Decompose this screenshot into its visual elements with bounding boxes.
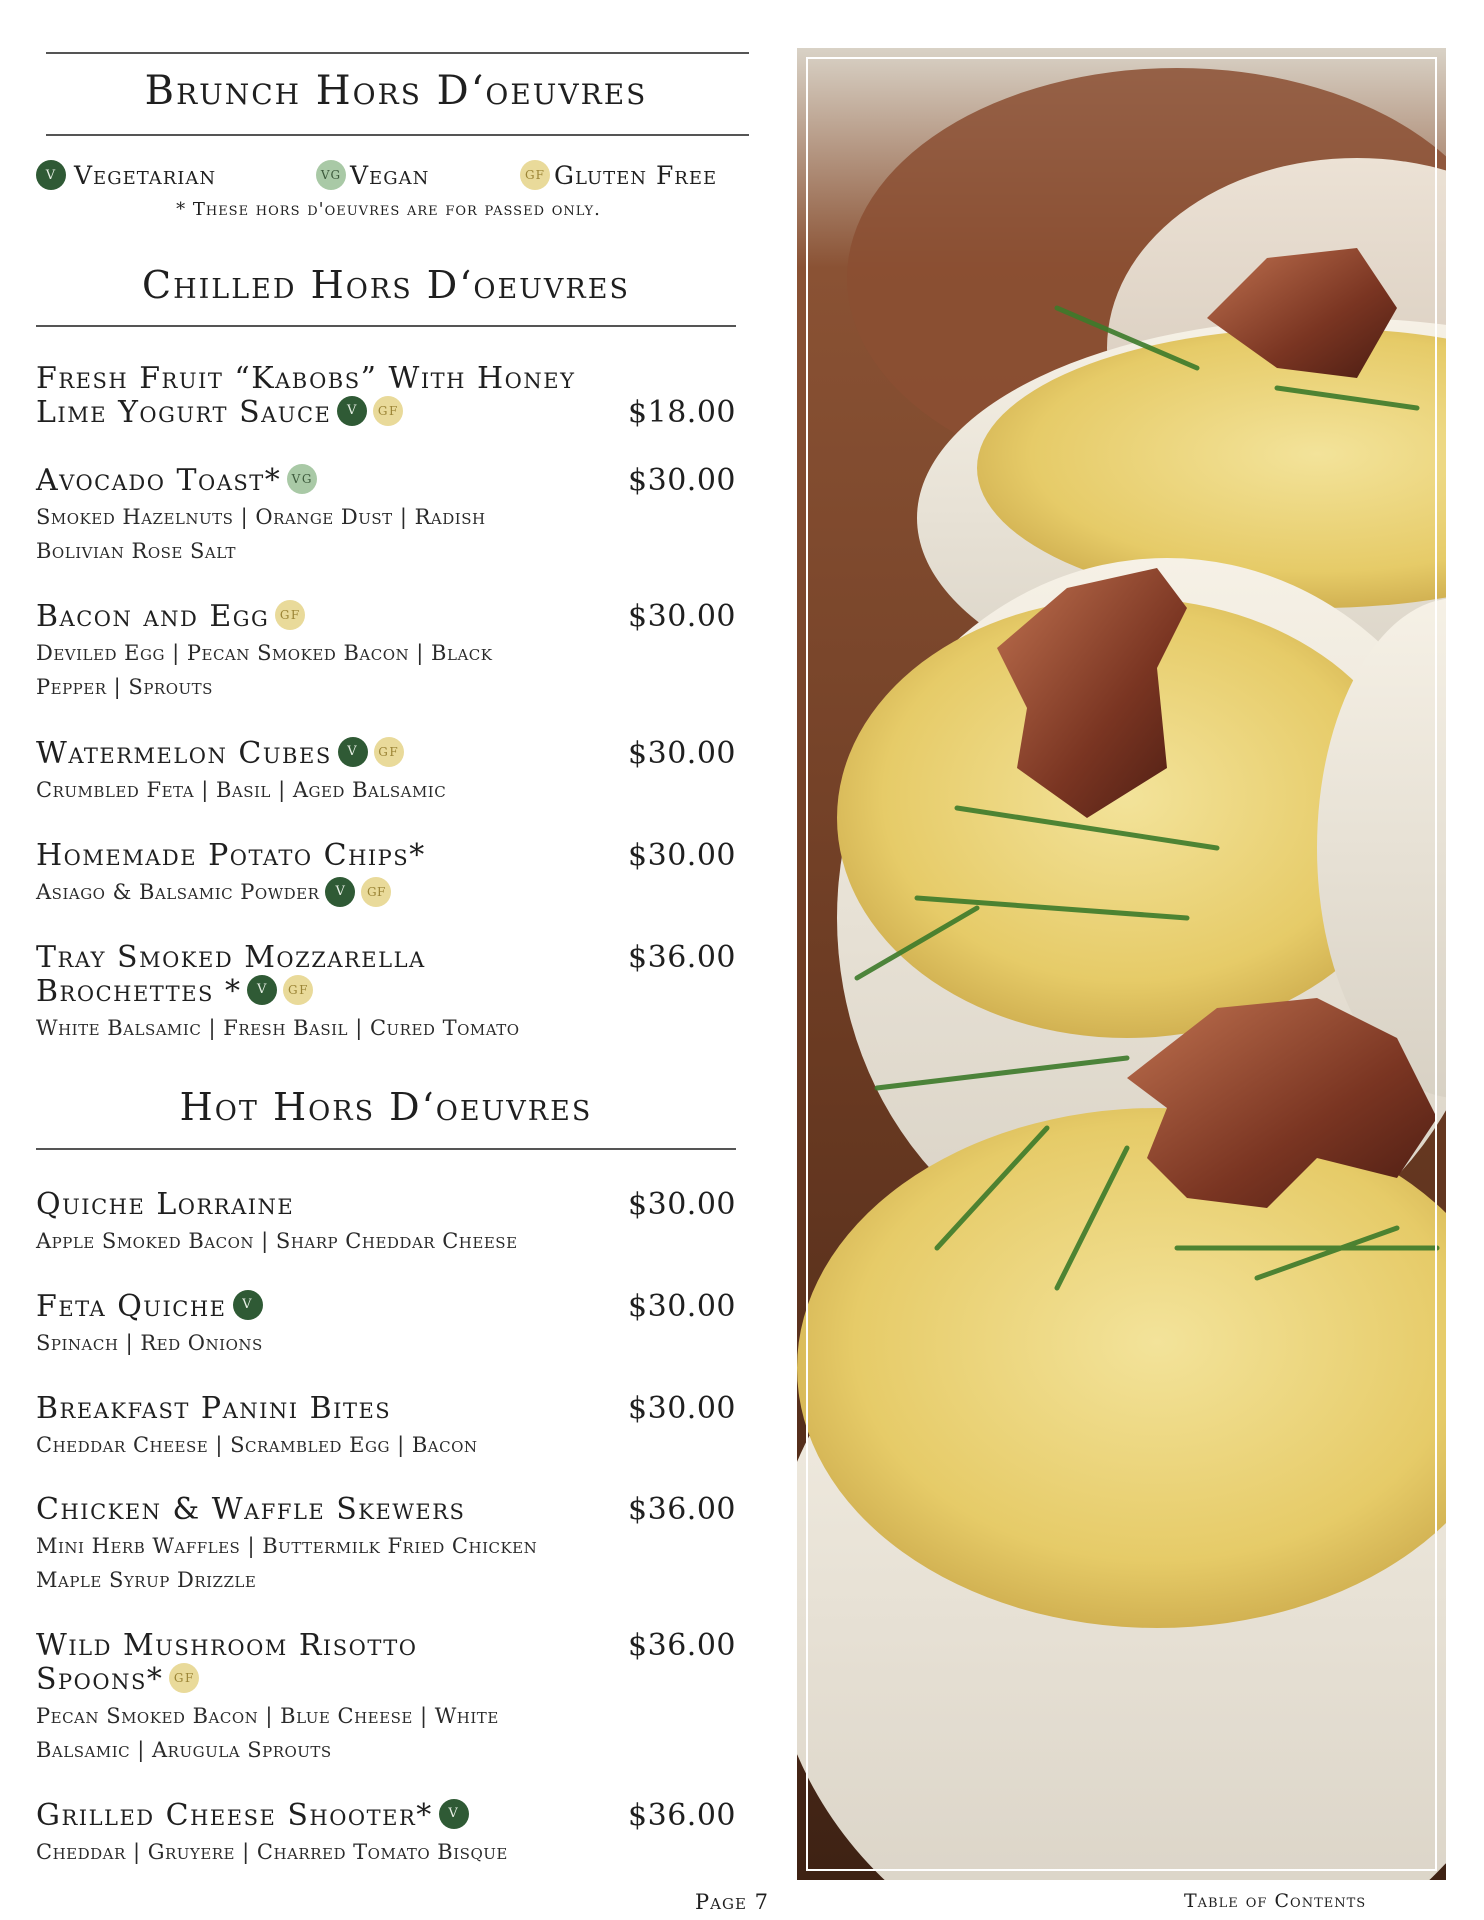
item-price: $36.00: [628, 1628, 736, 1663]
item-description-line2: Pepper | Sprouts: [36, 675, 213, 699]
item-price: $30.00: [628, 1187, 736, 1222]
item-name: Quiche Lorraine: [36, 1187, 295, 1222]
item-price: $30.00: [628, 599, 736, 634]
item-description: Mini Herb Waffles | Buttermilk Fried Chicken: [36, 1534, 538, 1558]
legend-gluten-free: [520, 160, 717, 190]
gluten-free-badge-icon: GF: [520, 160, 550, 190]
page-number: Page 7: [695, 1890, 769, 1914]
legend-vegetarian-label: Vegetarian: [74, 160, 217, 190]
menu-item: [36, 1629, 736, 1767]
gluten-free-badge-icon: GF: [373, 396, 403, 426]
hot-heading: Hot Hors D‘oeuvres: [179, 1085, 593, 1129]
item-name: Watermelon Cubes V GF: [36, 737, 736, 771]
item-description: White Balsamic | Fresh Basil | Cured Tomato: [36, 1016, 520, 1040]
item-description-line2: Balsamic | Arugula Sprouts: [36, 1738, 332, 1762]
item-price: $18.00: [628, 395, 736, 430]
vegan-badge-icon: VG: [316, 160, 346, 190]
vegetarian-badge-icon: V: [337, 396, 367, 426]
item-description: Deviled Egg | Pecan Smoked Bacon | Black: [36, 641, 493, 665]
vegetarian-badge-icon: V: [36, 160, 66, 190]
menu-item: [36, 737, 736, 807]
item-price: $36.00: [628, 1492, 736, 1527]
item-name: Wild Mushroom Risotto: [36, 1628, 418, 1663]
item-price: $36.00: [628, 1798, 736, 1833]
vegetarian-badge-icon: V: [325, 877, 355, 907]
menu-item: [36, 941, 736, 1045]
item-description: Cheddar | Gruyere | Charred Tomato Bisque: [36, 1840, 508, 1864]
vegetarian-badge-icon: V: [233, 1290, 263, 1320]
item-name: Feta Quiche V: [36, 1290, 736, 1324]
page-title: Brunch Hors D‘oeuvres: [144, 68, 648, 114]
legend-vegan-label: Vegan: [350, 160, 430, 190]
item-price: $30.00: [628, 838, 736, 873]
vegetarian-badge-icon: V: [439, 1799, 469, 1829]
vegetarian-badge-icon: V: [247, 975, 277, 1005]
gluten-free-badge-icon: GF: [275, 600, 305, 630]
chilled-rule: [36, 325, 736, 327]
item-description: Pecan Smoked Bacon | Blue Cheese | White: [36, 1704, 499, 1728]
dietary-legend: [36, 160, 741, 200]
legend-vegetarian: [36, 160, 216, 190]
deviled-eggs-photo: [797, 48, 1446, 1880]
item-description: Cheddar Cheese | Scrambled Egg | Bacon: [36, 1433, 478, 1457]
item-price: $30.00: [628, 1391, 736, 1426]
item-description: Spinach | Red Onions: [36, 1331, 263, 1355]
menu-item: [36, 1290, 736, 1360]
chilled-heading: Chilled Hors D‘oeuvres: [142, 263, 630, 307]
menu-item: [36, 464, 736, 568]
gluten-free-badge-icon: GF: [283, 975, 313, 1005]
legend-vegan: [316, 160, 429, 190]
item-price: $30.00: [628, 736, 736, 771]
photo-frame: [806, 57, 1437, 1871]
menu-item: [36, 600, 736, 704]
item-name: Breakfast Panini Bites: [36, 1391, 392, 1426]
title-rule-top: [46, 52, 749, 54]
item-name: Tray Smoked Mozzarella: [36, 940, 426, 975]
table-of-contents-link[interactable]: Table of Contents: [1184, 1890, 1367, 1912]
menu-item: [36, 839, 736, 909]
item-description: Asiago & Balsamic Powder V GF: [36, 875, 736, 909]
menu-item: [36, 362, 736, 430]
gluten-free-badge-icon: GF: [361, 877, 391, 907]
legend-gluten-free-label: Gluten Free: [554, 160, 718, 190]
menu-item: [36, 1493, 736, 1597]
item-name: Grilled Cheese Shooter* V: [36, 1799, 736, 1833]
menu-item: [36, 1799, 736, 1869]
item-description-line2: Bolivian Rose Salt: [36, 539, 236, 563]
item-description-line2: Maple Syrup Drizzle: [36, 1568, 257, 1592]
gluten-free-badge-icon: GF: [374, 737, 404, 767]
item-name: Avocado Toast* VG: [36, 464, 736, 498]
item-name-line2: Spoons* GF: [36, 1663, 736, 1697]
item-name-line2: Brochettes * V GF: [36, 975, 736, 1009]
item-name: Homemade Potato Chips*: [36, 838, 426, 873]
item-name-line2: Lime Yogurt Sauce V GF: [36, 396, 736, 430]
gluten-free-badge-icon: GF: [169, 1663, 199, 1693]
item-price: $30.00: [628, 463, 736, 498]
vegan-badge-icon: VG: [287, 464, 317, 494]
hot-rule: [36, 1148, 736, 1150]
item-price: $30.00: [628, 1289, 736, 1324]
item-description: Smoked Hazelnuts | Orange Dust | Radish: [36, 505, 486, 529]
vegetarian-badge-icon: V: [338, 737, 368, 767]
item-description: Apple Smoked Bacon | Sharp Cheddar Cheese: [36, 1229, 518, 1253]
title-rule-bottom: [46, 134, 749, 136]
item-description: Crumbled Feta | Basil | Aged Balsamic: [36, 778, 447, 802]
item-name: Chicken & Waffle Skewers: [36, 1492, 466, 1527]
passed-note: * These hors d'oeuvres are for passed only.: [176, 199, 601, 220]
menu-item: [36, 1392, 736, 1462]
item-price: $36.00: [628, 940, 736, 975]
item-name: Bacon and Egg GF: [36, 600, 736, 634]
item-name: Fresh Fruit “Kabobs” With Honey: [36, 361, 576, 396]
menu-item: [36, 1188, 736, 1258]
